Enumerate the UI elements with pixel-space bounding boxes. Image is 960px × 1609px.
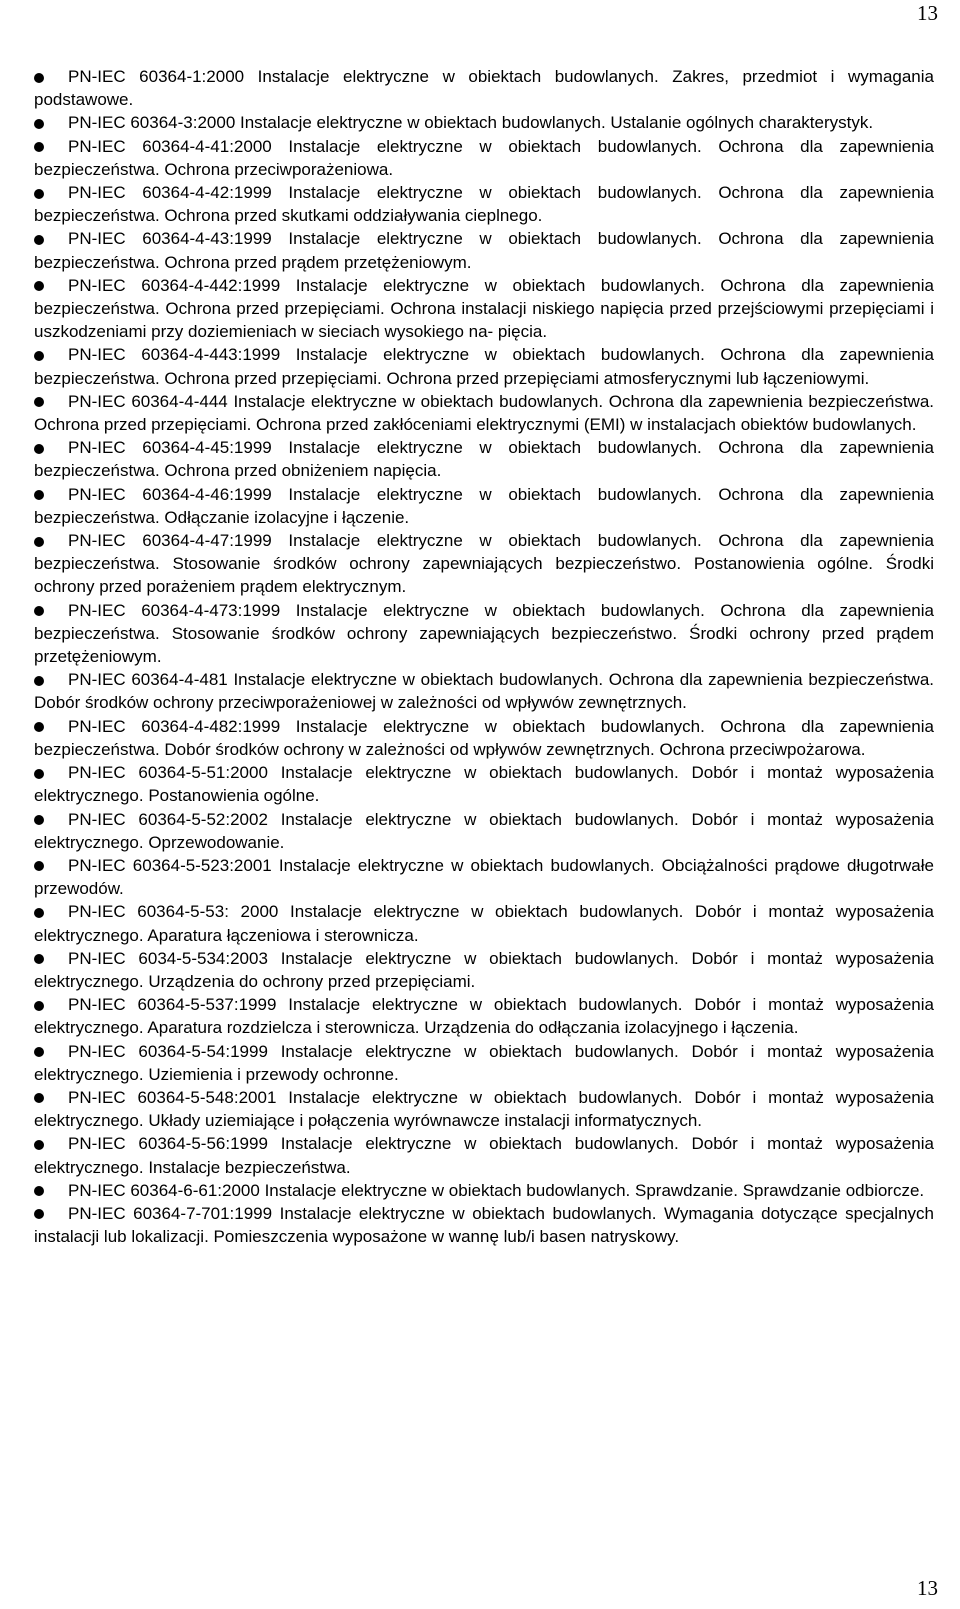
bullet-icon [34,1186,44,1196]
standard-text: PN-IEC 60364-5-53: 2000 Instalacje elektryczne w obiektach budowlanych. Dobór i montaż wyposażenia elektrycznego. Aparatura łączeniowa i sterownicza. [34,902,934,945]
standard-text: PN-IEC 60364-5-52:2002 Instalacje elektryczne w obiektach budowlanych. Dobór i montaż wyposażenia elektrycznego. Oprzewodowanie. [34,809,934,852]
standard-item [34,1202,934,1248]
bullet-icon [34,1140,44,1150]
standard-text: PN-IEC 60364-4-41:2000 Instalacje elektryczne w obiektach budowlanych. Ochrona dla zapewnienia bezpieczeństwa. Ochrona przeciwporażeniowa. [34,136,934,179]
bullet-icon [34,908,44,918]
standard-text: PN-IEC 60364-4-46:1999 Instalacje elektryczne w obiektach budowlanych. Ochrona dla zapewnienia bezpieczeństwa. Odłączanie izolacyjne i łączenie. [34,484,934,527]
page-number-bottom: 13 [917,1576,938,1600]
standard-item [34,227,934,273]
standard-item [34,900,934,946]
standard-item [34,599,934,669]
standard-item [34,65,934,111]
bullet-icon [34,142,44,152]
standard-text: PN-IEC 60364-4-444 Instalacje elektryczne w obiektach budowlanych. Ochrona dla zapewnienia bezpieczeństwa. Ochrona przed przepięciami. Ochrona przed zakłóceniami elektrycznymi (EMI) w instalacjach obiektów budowlanych. [34,391,934,435]
bullet-icon [34,281,44,291]
bullet-icon [34,1047,44,1057]
standard-text: PN-IEC 60364-4-443:1999 Instalacje elektryczne w obiektach budowlanych. Ochrona dla zapewnienia bezpieczeństwa. Ochrona przed przepięciami. Ochrona przed przepięciami atmosferycznymi lub łączeniowymi. [34,345,934,388]
bullet-icon [34,815,44,825]
standard-item [34,529,934,599]
standard-text: PN-IEC 60364-5-523:2001 Instalacje elektryczne w obiektach budowlanych. Obciążalności prądowe długotrwałe przewodów. [34,855,934,899]
standard-text: PN-IEC 60364-4-482:1999 Instalacje elektryczne w obiektach budowlanych. Ochrona dla zapewnienia bezpieczeństwa. Dobór środków ochrony w zależności od wpływów zewnętrznych. Ochrona przeciwpożarowa. [34,716,934,759]
bullet-icon [34,861,44,871]
standard-text: PN-IEC 60364-4-42:1999 Instalacje elektryczne w obiektach budowlanych. Ochrona dla zapewnienia bezpieczeństwa. Ochrona przed skutkami oddziaływania cieplnego. [34,183,934,226]
standard-text: PN-IEC 60364-5-548:2001 Instalacje elektryczne w obiektach budowlanych. Dobór i montaż wyposażenia elektrycznego. Układy uziemiające i połączenia wyrównawcze instalacji informatycznych. [34,1087,934,1131]
standard-text: PN-IEC 60364-4-47:1999 Instalacje elektryczne w obiektach budowlanych. Ochrona dla zapewnienia bezpieczeństwa. Stosowanie środków ochrony zapewniających bezpieczeństwo. Postanowienia ogólne. Środki ochrony przed porażeniem prądem elektrycznym. [34,531,934,597]
bullet-icon [34,73,44,83]
standard-item [34,483,934,529]
bullet-icon [34,606,44,616]
standard-item [34,854,934,900]
standard-item [34,808,934,854]
standard-item [34,993,934,1039]
standard-item [34,668,934,714]
bullet-icon [34,722,44,732]
bullet-icon [34,444,44,454]
standard-item [34,1179,934,1202]
bullet-icon [34,490,44,500]
bullet-icon [34,676,44,686]
standard-item [34,715,934,761]
standard-text: PN-IEC 60364-1:2000 Instalacje elektryczne w obiektach budowlanych. Zakres, przedmiot i wymagania podstawowe. [34,67,934,110]
standard-item [34,1132,934,1178]
standard-item [34,947,934,993]
standard-item [34,111,934,134]
standard-text: PN-IEC 60364-4-473:1999 Instalacje elektryczne w obiektach budowlanych. Ochrona dla zapewnienia bezpieczeństwa. Stosowanie środków ochrony zapewniających bezpieczeństwo. Środki ochrony przed prądem przetężeniowym. [34,600,934,667]
bullet-icon [34,537,44,547]
bullet-icon [34,1001,44,1011]
standards-list [34,65,934,1248]
standard-item [34,390,934,436]
standard-text: PN-IEC 6034-5-534:2003 Instalacje elektryczne w obiektach budowlanych. Dobór i montaż wyposażenia elektrycznego. Urządzenia do ochrony przed przepięciami. [34,948,934,991]
standard-text: PN-IEC 60364-5-54:1999 Instalacje elektryczne w obiektach budowlanych. Dobór i montaż wyposażenia elektrycznego. Uziemienia i przewody ochronne. [34,1041,934,1084]
standard-text: PN-IEC 60364-4-442:1999 Instalacje elektryczne w obiektach budowlanych. Ochrona dla zapewnienia bezpieczeństwa. Ochrona przed przepięciami. Ochrona instalacji niskiego napięcia przed przejściowymi przepięciami i uszkodzeniami przy doziemieniach w sieciach wysokiego na- pięcia. [34,275,934,342]
standard-text: PN-IEC 60364-7-701:1999 Instalacje elektryczne w obiektach budowlanych. Wymagania dotyczące specjalnych instalacji lub lokalizacji. Pomieszczenia wyposażone w wannę lub/i basen natryskowy. [34,1203,934,1247]
bullet-icon [34,769,44,779]
standard-item [34,761,934,807]
standard-item [34,1040,934,1086]
standard-item [34,436,934,482]
standard-text: PN-IEC 60364-4-481 Instalacje elektryczne w obiektach budowlanych. Ochrona dla zapewnienia bezpieczeństwa. Dobór środków ochrony przeciwporażeniowej w zależności od wpływów zewnętrznych. [34,670,934,713]
bullet-icon [34,1209,44,1219]
bullet-icon [34,189,44,199]
standard-text: PN-IEC 60364-4-43:1999 Instalacje elektryczne w obiektach budowlanych. Ochrona dla zapewnienia bezpieczeństwa. Ochrona przed prądem przetężeniowym. [34,229,934,272]
standard-item [34,181,934,227]
standard-text: PN-IEC 60364-5-537:1999 Instalacje elektryczne w obiektach budowlanych. Dobór i montaż wyposażenia elektrycznego. Aparatura rozdzielcza i sterownicza. Urządzenia do odłączania izolacyjnego i łączenia. [34,995,934,1038]
standard-text: PN-IEC 60364-5-51:2000 Instalacje elektryczne w obiektach budowlanych. Dobór i montaż wyposażenia elektrycznego. Postanowienia ogólne. [34,763,934,806]
standard-text: PN-IEC 60364-5-56:1999 Instalacje elektryczne w obiektach budowlanych. Dobór i montaż wyposażenia elektrycznego. Instalacje bezpieczeństwa. [34,1134,934,1177]
bullet-icon [34,1093,44,1103]
bullet-icon [34,397,44,407]
standard-item [34,274,934,344]
bullet-icon [34,235,44,245]
standard-item [34,135,934,181]
standard-text: PN-IEC 60364-3:2000 Instalacje elektryczne w obiektach budowlanych. Ustalanie ogólnych charakterystyk. [68,113,874,133]
page-number-top: 13 [917,1,938,25]
standard-text: PN-IEC 60364-4-45:1999 Instalacje elektryczne w obiektach budowlanych. Ochrona dla zapewnienia bezpieczeństwa. Ochrona przed obniżeniem napięcia. [34,438,934,481]
standard-item [34,1086,934,1132]
standard-text: PN-IEC 60364-6-61:2000 Instalacje elektryczne w obiektach budowlanych. Sprawdzanie. Sprawdzanie odbiorcze. [68,1180,925,1200]
standard-item [34,343,934,389]
bullet-icon [34,351,44,361]
bullet-icon [34,954,44,964]
bullet-icon [34,119,44,129]
